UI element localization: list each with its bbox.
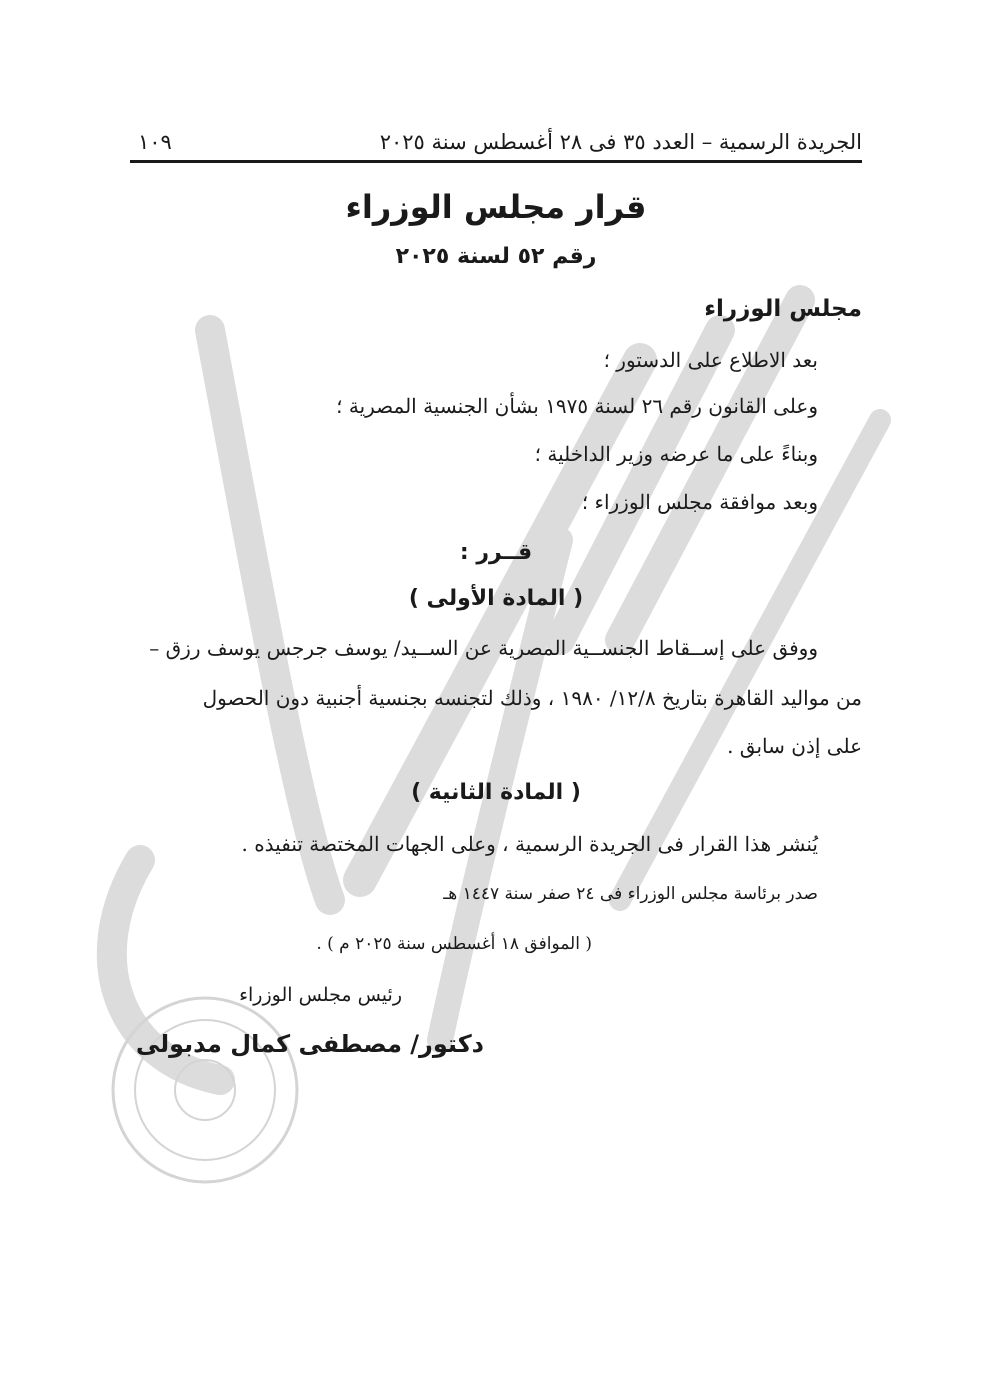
decided-heading: قــرر : <box>459 540 533 565</box>
issued-date-gregorian: ( الموافق ١٨ أغسطس سنة ٢٠٢٥ م ) . <box>316 934 592 954</box>
article-1-heading: ( المادة الأولى ) <box>408 586 584 611</box>
issued-date-hijri: صدر برئاسة مجلس الوزراء فى ٢٤ صفر سنة ١٤٤٧ هـ <box>443 884 818 904</box>
preamble-line: وبناءً على ما عرضه وزير الداخلية ؛ <box>534 442 818 466</box>
preamble-line: بعد الاطلاع على الدستور ؛ <box>603 348 818 372</box>
gazette-issue-line: الجريدة الرسمية – العدد ٣٥ فى ٢٨ أغسطس سنة ٢٠٢٥ <box>379 130 862 154</box>
page-number: ١٠٩ <box>138 130 172 154</box>
article-2-heading: ( المادة الثانية ) <box>411 780 581 805</box>
watermark-stroke <box>210 330 330 900</box>
signatory-role: رئيس مجلس الوزراء <box>239 984 402 1006</box>
article-1-line: ووفق على إســقاط الجنســية المصرية عن الســيد/ يوسف جرجس يوسف رزق – <box>149 636 818 660</box>
preamble-line: وعلى القانون رقم ٢٦ لسنة ١٩٧٥ بشأن الجنسية المصرية ؛ <box>336 394 818 418</box>
signatory-name: دكتور/ مصطفى كمال مدبولى <box>135 1030 484 1058</box>
watermark-seal <box>113 998 297 1182</box>
issuer-heading: مجلس الوزراء <box>704 296 862 322</box>
article-1-line: على إذن سابق . <box>727 734 862 758</box>
article-2-text: يُنشر هذا القرار فى الجريدة الرسمية ، وعلى الجهات المختصة تنفيذه . <box>241 832 818 856</box>
decision-number: رقم ٥٢ لسنة ٢٠٢٥ <box>395 244 597 269</box>
gazette-header <box>130 110 862 163</box>
article-1-line: من مواليد القاهرة بتاريخ ١٢/٨/ ١٩٨٠ ، وذلك لتجنسه بجنسية أجنبية دون الحصول <box>202 686 862 710</box>
decision-title: قرار مجلس الوزراء <box>345 188 647 226</box>
preamble-line: وبعد موافقة مجلس الوزراء ؛ <box>581 490 818 514</box>
